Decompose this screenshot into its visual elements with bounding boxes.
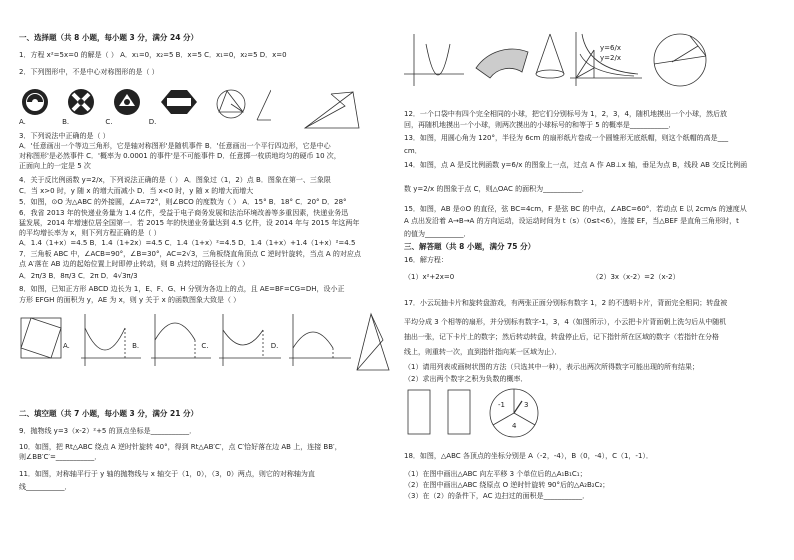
q7-triangle-figure	[357, 314, 389, 370]
q18-line-4: （3）在（2）的条件下，AC 边扫过的面积是___________．	[404, 492, 590, 500]
q8-option-c: C.	[201, 342, 209, 350]
q13-cone-figure	[536, 34, 564, 78]
q2-figure-b	[68, 89, 94, 115]
q2-figure-a	[22, 89, 48, 115]
q3-line-4: 正面向上的一定是 5 次	[19, 162, 91, 170]
q2-option-a: A.	[19, 118, 26, 126]
question-9: 9．抛物线 y=3（x-2）²+5 的顶点坐标是___________．	[19, 427, 197, 435]
question-16: 16．解方程：	[404, 256, 448, 264]
question-6: 6．我省 2013 年的快递业务量为 1.4 亿件，受益于电子商务发展和法治环境改善等多重因素，快递业务迅	[19, 209, 349, 217]
q5-circle-figure	[217, 90, 245, 118]
q17-line-4: 线上，则重转一次，直到指针指向某一区域为止）．	[404, 348, 562, 356]
question-14: 14．如图，点 A 是反比例函数 y=6/x 的图象上一点，过点 A 作 AB⊥x 轴，垂足为点 B，线段 AB 交反比例函	[404, 161, 748, 169]
q13-line-2: cm．	[404, 147, 422, 155]
q6-line-4: A．1.4（1+x）=4.5 B．1.4（1+2x）=4.5 C．1.4（1+x）²=4.5 D．1.4（1+x）+1.4（1+x）²=4.5	[19, 239, 356, 247]
question-18: 18．如图，△ABC 各顶点的坐标分别是 A（-2，-4），B（0，-4），C（1，-1）．	[404, 452, 653, 460]
q14-label-y6: y=6/x	[600, 44, 621, 52]
q8-graph-a	[81, 314, 141, 366]
q18-line-3: （2）在图中画出△ABC 绕原点 O 逆时针旋转 90°后的△A₂B₂C₂；	[404, 481, 610, 489]
q17-line-6: （2）求出两个数字之积为负数的概率．	[404, 375, 528, 383]
q8-graph-d	[289, 314, 351, 366]
right-top-figures	[404, 30, 782, 92]
q8-line-2: 方形 EFGH 的面积为 y，AE 为 x，则 y 关于 x 的函数图象大致是（ ）	[19, 296, 241, 304]
q3-line-2: A．'任意画出一个等边三角形，它是轴对称图形'是随机事件 B．'任意画出一个平行四边形，它是中心	[19, 142, 331, 150]
q7-line-3: A．2π/3 B．8π/3 C．2π D．4√3π/3	[19, 272, 138, 280]
q10-triangle-figure	[257, 90, 271, 120]
question-15: 15．如图，AB 是⊙O 的直径，弦 BC=4cm，F 是弦 BC 的中点，∠ABC=60°．若动点 E 以 2cm/s 的速度从	[404, 205, 747, 213]
question-2: 2．下列图形中，不是中心对称图形的是（ ）	[19, 68, 159, 76]
q2-option-c: C.	[105, 118, 113, 126]
q8-options	[63, 342, 278, 350]
q2-figure-d	[161, 90, 197, 114]
q15-line-3: 的值为___________．	[404, 230, 471, 238]
q13-sector-figure	[476, 49, 528, 78]
q17-figures	[406, 388, 546, 444]
card-1	[408, 390, 430, 434]
spinner-value-1: -1	[498, 401, 505, 409]
q3-line-3: 对称图形'是必然事件 C．'概率为 0.0001 的事件'是不可能事件 D．任意掷一枚质地均匀的硬币 10 次，	[19, 152, 341, 160]
question-10: 10．如图，把 Rt△ABC 绕点 A 逆时针旋转 40°，得到 Rt△AB′C′，点 C′恰好落在边 AB 上，连接 BB′，	[19, 443, 342, 451]
section1-heading: 一、选择题（共 8 小题，每小题 3 分，满分 24 分）	[19, 33, 199, 42]
spinner-value-3: 4	[512, 422, 517, 430]
q11-parabola-figure	[404, 34, 464, 86]
q8-option-a: A.	[63, 342, 70, 350]
question-12: 12．一个口袋中有四个完全相同的小球，把它们分别标号为 1，2，3，4，随机地摸出一个小球，然后放	[404, 110, 727, 118]
q16-part-1: （1）x²+2x=0	[404, 273, 455, 281]
q8-graph-c	[219, 314, 281, 366]
q8-graph-b	[151, 314, 211, 366]
q8-option-d: D.	[270, 342, 279, 350]
q17-line-3: 抽出一张，记下卡片上的数字；然后转动转盘，转盘停止后，记下指针所在区域的数字（若指针在分格	[404, 333, 719, 341]
question-5: 5．如图，⊙O 为△ABC 的外接圆，∠A=72°，则∠BCO 的度数为（ ） A．15° B．18° C．20° D．28°	[19, 198, 347, 206]
q18-line-2: （1）在图中画出△ABC 向左平移 3 个单位后的△A₁B₁C₁；	[404, 470, 587, 478]
section2-heading: 二、填空题（共 7 小题，每小题 3 分，满分 21 分）	[19, 409, 199, 418]
q8-square-figure	[21, 318, 61, 358]
question-11: 11．如图，对称轴平行于 y 轴的抛物线与 x 轴交于（1，0），（3，0）两点，则它的对称轴为直	[19, 470, 315, 478]
q2-option-b: B.	[62, 118, 70, 126]
question-3: 3．下列说法中正确的是（ ）	[19, 132, 110, 140]
spinner-value-2: 3	[524, 401, 529, 409]
q14-line-2: 数 y=2/x 的图象于点 C，则△OAC 的面积为___________．	[404, 185, 589, 193]
q11-line-2: 线___________．	[19, 483, 72, 491]
q17-line-2: 平均分成 3 个相等的扇形，并分别标有数字-1，3，4（如图所示），小云把卡片背面朝上洗匀后从中随机	[404, 318, 727, 326]
q2-options	[19, 118, 156, 126]
q4-line-2: C．当 x>0 时，y 随 x 的增大而减小 D．当 x<0 时，y 随 x 的增大而增大	[19, 187, 254, 195]
question-8: 8．如图，已知正方形 ABCD 边长为 1，E、F、G、H 分别为各边上的点，且 AE=BF=CG=DH，设小正	[19, 285, 345, 293]
question-1: 1．方程 x²=5x=0 的解是（ ） A．x₁=0，x₂=5 B．x=5 C．x₁=0，x₂=5 D．x=0	[19, 51, 287, 59]
q6-line-2: 猛发展，2014 年增速位居全国第一．若 2015 年的快递业务量达到 4.5 亿件，设 2014 年与 2015 年这两年	[19, 219, 360, 227]
q14-label-y2: y=2/x	[600, 54, 621, 62]
q6-line-3: 的平均增长率为 x，则下列方程正确的是（ ）	[19, 229, 161, 237]
q8-option-b: B.	[132, 342, 140, 350]
q12-line-2: 回，再随机地摸出一个小球，则两次摸出的小球标号的和等于 5 的概率是___________．	[404, 121, 676, 129]
q2-figure-c	[114, 89, 140, 115]
question-13: 13．如图，用圆心角为 120°，半径为 6cm 的扇形纸片卷成一个圆锥形无底纸帽，则这个纸帽的高是___	[404, 134, 729, 142]
question-17: 17．小云玩抽卡片和旋转盘游戏，有两张正面分别标有数字 1，2 的不透明卡片，背面完全相同；转盘被	[404, 299, 728, 307]
q17-line-5: （1）请用列表或画树状图的方法（只选其中一种），表示出两次所得数字可能出现的所有结果；	[404, 363, 699, 371]
q15-line-2: A 点出发沿着 A→B→A 的方向运动，设运动时间为 t（s）（0≤t<6），连接 EF，当△BEF 是直角三角形时，t	[404, 217, 739, 225]
card-2	[448, 390, 470, 434]
section3-heading: 三、解答题（共 8 小题，满分 75 分）	[404, 242, 536, 251]
question-7: 7．三角板 ABC 中，∠ACB=90°，∠B=30°，AC=2√3，三角板绕直角顶点 C 逆时针旋转，当点 A 的对应点	[19, 250, 361, 258]
q10-line-2: 则∠BB′C′=___________．	[19, 453, 102, 461]
q15-circle-figure	[654, 34, 706, 86]
question-4: 4．关于反比例函数 y=2/x，下列说法正确的是（ ） A．图象过（1，2）点 B．图象在第一、三象限	[19, 176, 331, 184]
q10-figure	[301, 88, 367, 134]
q7-line-2: 点 A′落在 AB 边的起始位置上时即停止转动，则 B 点转过的路径长为（ ）	[19, 260, 250, 268]
q16-part-2: （2）3x（x-2）=2（x-2）	[592, 273, 680, 281]
q2-option-d: D.	[148, 118, 157, 126]
